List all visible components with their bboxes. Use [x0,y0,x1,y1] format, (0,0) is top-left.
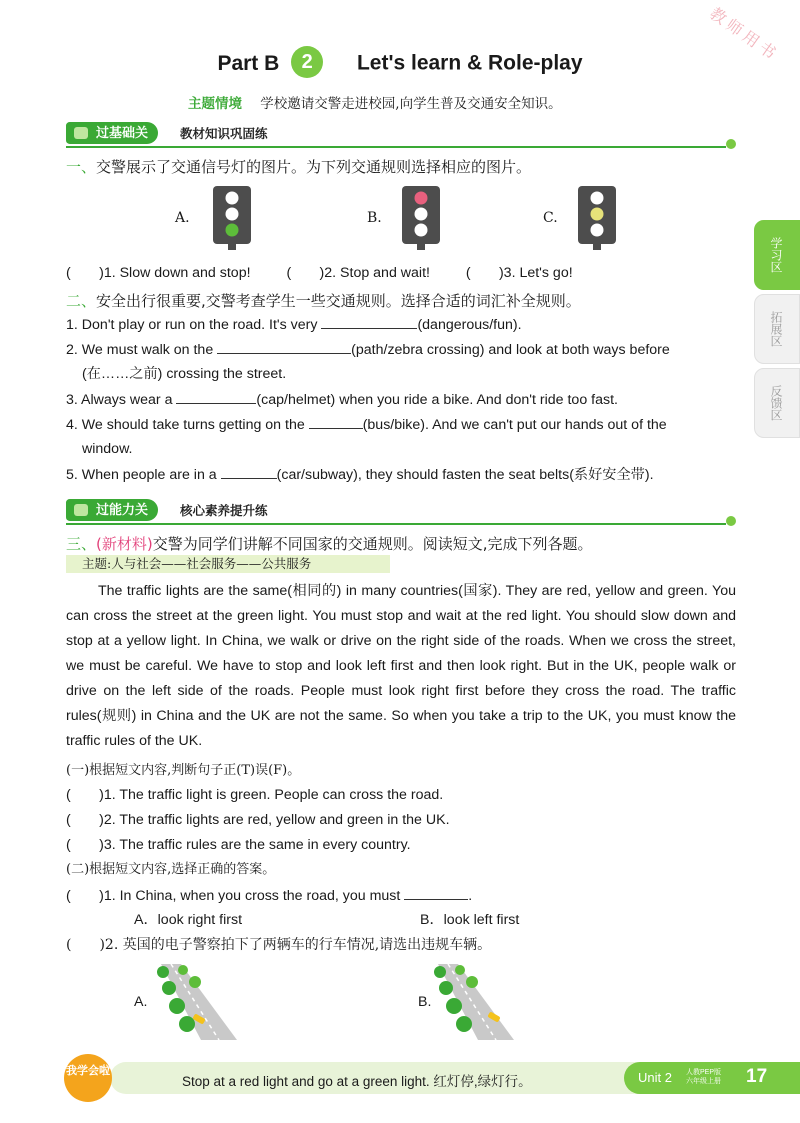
q1-item[interactable]: ( )3. Let's go! [465,265,573,281]
tf-item[interactable]: ( )3. The traffic rules are the same in every country. [66,837,411,853]
question-1-heading [66,156,531,177]
question-2-heading [66,290,581,311]
side-tab-extend[interactable]: 拓展区 [754,294,800,364]
q2-line [66,465,654,484]
item-number: 4. [66,417,78,433]
question-index: 二、 [66,292,97,310]
q2-line [66,315,522,334]
question-text: ( )1. In China, when you cross the road, you must [66,888,401,904]
item-text: (dangerous/fun). [417,317,522,333]
section-subtitle: 教材知识巩固练 [180,127,268,141]
traffic-light-green-icon [211,184,253,250]
answer-blank[interactable] [404,886,468,900]
section-bar-basic [66,122,736,148]
item-number: 2. [66,342,78,358]
tf-item[interactable]: ( )1. The traffic light is green. People can cross the road. [66,787,444,803]
q2-line [82,440,132,458]
reading-passage: The traffic lights are the same(相同的) in many countries(国家). They are red, yellow and green. You can cross the street at the green light. You must stop and wait at the red light. You should slow down and stop at a yellow light. In China, we walk or drive on the right side of the roads. When we cross the street, we must be careful. We have to stop and look left first and then look right. But in the UK, people walk or drive on the left side of the roads. People must look right first before they cross the road. The traffic rules(规则) in China and the UK are not the same. So when you take a trip to the UK, you must know the traffic rules of the UK. [66,583,736,749]
item-text: (bus/bike). And we can't put our hands out of the [362,417,667,433]
item-text: We should take turns getting on the [81,417,309,433]
unit-label: Unit 2 [638,1070,672,1085]
q1-item[interactable]: ( )2. Stop and wait! [286,265,430,281]
theme-line [188,92,562,112]
new-material-tag: (新材料) [96,535,153,553]
mascot-badge: 我学会啦 [64,1054,112,1102]
choice-question: ( )2. 英国的电子警察拍下了两辆车的行车情况,请选出违规车辆。 [66,937,492,953]
section-subtitle: 核心素养提升练 [180,504,268,518]
road-scene-a-image[interactable] [155,962,247,1042]
answer-blank[interactable] [321,315,417,329]
option-label: C. [543,210,558,226]
answer-blank[interactable] [309,415,363,429]
section-rule [66,146,726,148]
item-number: 3. [66,392,78,408]
item-text: When people are in a [81,467,221,483]
item-text: Don't play or run on the road. It's very [81,317,322,333]
page-footer [0,1052,800,1102]
side-tabs [754,220,800,442]
q2-line [66,415,667,434]
side-tab-study[interactable]: 学习区 [754,220,800,290]
item-number: 1. [66,317,78,333]
item-text: (path/zebra crossing) and look at both ways before [351,342,670,358]
option-label: A. [175,210,190,226]
traffic-light-yellow-icon [576,184,618,250]
answer-blank[interactable] [176,390,256,404]
item-number: 5. [66,467,78,483]
q2-line [82,365,286,383]
choice-option[interactable]: A. [134,994,148,1010]
question-text: 安全出行很重要,交警考查学生一些交通规则。选择合适的词汇补全规则。 [96,292,581,310]
book-label: 人教PEP版六年级上册 [686,1069,722,1085]
page-number: 17 [746,1066,768,1087]
section-bar-ability [66,499,736,525]
answer-blank[interactable] [217,340,351,354]
theme-label: 主题情境 [188,96,242,112]
title-text: Let's learn & Role-play [356,51,583,75]
item-text: (在……之前) crossing the street. [82,366,287,382]
question-text: 交警为同学们讲解不同国家的交通规则。阅读短文,完成下列各题。 [152,535,593,553]
item-text: (car/subway), they should fasten the seat belts(系好安全带). [276,467,654,483]
part-2-heading: (二)根据短文内容,选择正确的答案。 [66,862,276,877]
choice-option[interactable]: A．look right first [134,912,243,928]
option-label: B. [367,210,382,226]
q1-items-row [66,264,573,282]
item-text: We must walk on the [81,342,218,358]
item-text: Always wear a [81,392,177,408]
choice-option[interactable]: B．look left first [420,912,520,928]
section-badge: 过基础关 [66,122,158,144]
choice-option[interactable]: B. [418,994,432,1010]
item-text: (cap/helmet) when you ride a bike. And don't ride too fast. [256,392,618,408]
question-text: . [468,888,473,904]
question-text: 交警展示了交通信号灯的图片。为下列交通规则选择相应的图片。 [96,158,532,176]
q2-line [66,390,618,409]
q1-item[interactable]: ( )1. Slow down and stop! [66,265,251,281]
item-text: window. [82,441,133,457]
side-tab-feedback[interactable]: 反馈区 [754,368,800,438]
topic-bar: 主题:人与社会——社会服务——公共服务 [66,555,390,573]
section-badge: 过能力关 [66,499,158,521]
page-title [0,48,800,80]
footer-tip: Stop at a red light and go at a green light. 红灯停,绿灯行。 [182,1074,532,1089]
answer-blank[interactable] [221,465,277,479]
watermark-text: 教师用书 [706,3,783,66]
unit-box [624,1062,800,1094]
theme-text: 学校邀请交警走进校园,向学生普及交通安全知识。 [260,96,562,112]
section-rule [66,523,726,525]
question-index: 三、 [66,535,97,553]
question-3-heading [66,533,593,554]
title-number-badge: 2 [291,46,323,78]
clover-icon [726,139,736,149]
question-index: 一、 [66,158,97,176]
traffic-light-red-icon [400,184,442,250]
choice-question [66,886,472,905]
tf-item[interactable]: ( )2. The traffic lights are red, yellow and green in the UK. [66,812,450,828]
part-1-heading: (一)根据短文内容,判断句子正(T)误(F)。 [66,763,301,778]
q2-line [66,340,670,359]
title-part: Part B [217,51,280,75]
road-scene-b-image[interactable] [432,962,524,1042]
clover-icon [726,516,736,526]
